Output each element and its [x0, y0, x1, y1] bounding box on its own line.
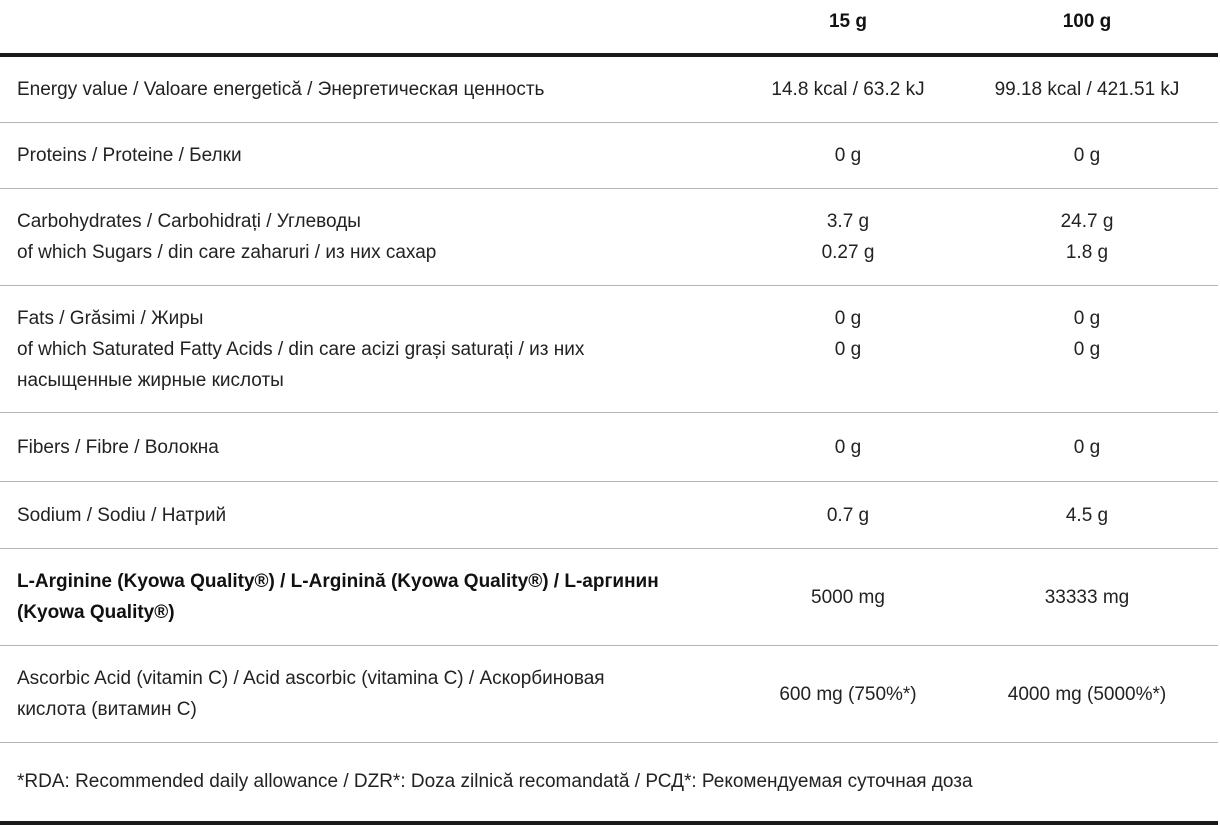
value-15g — [740, 432, 956, 463]
value-line: 5000 mg — [811, 586, 885, 608]
label-line: насыщенные жирные кислоты — [17, 369, 284, 391]
value-15g — [740, 74, 956, 105]
label-line: (Kyowa Quality®) — [17, 602, 175, 623]
value-line: 4.5 g — [1065, 504, 1109, 526]
label-line: Ascorbic Acid (vitamin C) / Acid ascorbic (vitamina C) / Аскорбиновая — [17, 668, 605, 689]
value-100g — [956, 582, 1218, 613]
value-line: 0 g — [1073, 145, 1101, 166]
label-line: Fats / Grăsimi / Жиры — [17, 307, 204, 329]
row-label — [0, 140, 740, 171]
value-line: 24.7 g — [1060, 211, 1114, 232]
value-15g — [740, 286, 956, 365]
value-line: 0 g — [834, 308, 862, 329]
rda-footnote: *RDA: Recommended daily allowance / DZR*: Doza zilnică recomandată / РСД*: Рекомендуемая суточная доза — [0, 743, 1218, 825]
value-15g — [740, 500, 956, 531]
header-100g: 100 g — [1062, 11, 1112, 32]
value-line: 0 g — [834, 145, 862, 166]
value-line: 0 g — [834, 436, 862, 458]
label-line: of which Saturated Fatty Acids / din care acizi grași saturați / из них — [17, 338, 585, 360]
value-15g — [740, 582, 956, 613]
row-label — [0, 303, 740, 396]
value-100g — [956, 140, 1218, 171]
value-100g — [956, 679, 1218, 710]
value-15g — [740, 206, 956, 268]
row-fats — [0, 286, 1218, 413]
row-label — [0, 206, 740, 268]
row-l-arginine — [0, 549, 1218, 646]
row-label — [0, 566, 740, 628]
row-energy — [0, 57, 1218, 123]
value-line: 33333 mg — [1044, 586, 1130, 608]
label-line: Proteins / Proteine / Белки — [17, 145, 242, 166]
value-line: 0.7 g — [826, 504, 870, 526]
row-carbohydrates — [0, 189, 1218, 286]
row-label — [0, 663, 740, 725]
value-line: 1.8 g — [1065, 242, 1109, 263]
label-line: кислота (витамин C) — [17, 699, 197, 720]
row-label — [0, 74, 740, 105]
row-ascorbic-acid — [0, 646, 1218, 743]
value-100g — [956, 432, 1218, 463]
value-line: 3.7 g — [826, 211, 870, 232]
value-line: 0.27 g — [821, 242, 875, 263]
value-line: 600 mg (750%*) — [779, 683, 917, 705]
value-100g — [956, 500, 1218, 531]
row-label — [0, 432, 740, 463]
value-100g — [956, 206, 1218, 268]
label-line: Carbohydrates / Carbohidrați / Углеводы — [17, 211, 361, 232]
value-line: 99.18 kcal / 421.51 kJ — [994, 79, 1180, 100]
value-15g — [740, 679, 956, 710]
header-15g: 15 g — [828, 11, 868, 32]
value-15g — [740, 140, 956, 171]
row-fibers — [0, 413, 1218, 482]
label-line: Sodium / Sodiu / Натрий — [17, 504, 227, 526]
value-line: 0 g — [1073, 308, 1101, 329]
label-line: Fibers / Fibre / Волокна — [17, 436, 219, 458]
label-line: Energy value / Valoare energetică / Энергетическая ценность — [17, 79, 545, 100]
value-100g — [956, 286, 1218, 365]
label-line: of which Sugars / din care zaharuri / из них сахар — [17, 242, 437, 263]
value-line: 14.8 kcal / 63.2 kJ — [771, 79, 925, 100]
label-line: L-Arginine (Kyowa Quality®) / L-Arginină (Kyowa Quality®) / L-аргинин — [17, 571, 659, 592]
value-line: 4000 mg (5000%*) — [1007, 683, 1167, 705]
value-100g — [956, 74, 1218, 105]
value-line: 0 g — [834, 339, 862, 360]
row-label — [0, 500, 740, 531]
row-sodium — [0, 482, 1218, 549]
value-line: 0 g — [1073, 436, 1101, 458]
table-header — [0, 0, 1218, 57]
value-line: 0 g — [1073, 339, 1101, 360]
row-proteins — [0, 123, 1218, 189]
